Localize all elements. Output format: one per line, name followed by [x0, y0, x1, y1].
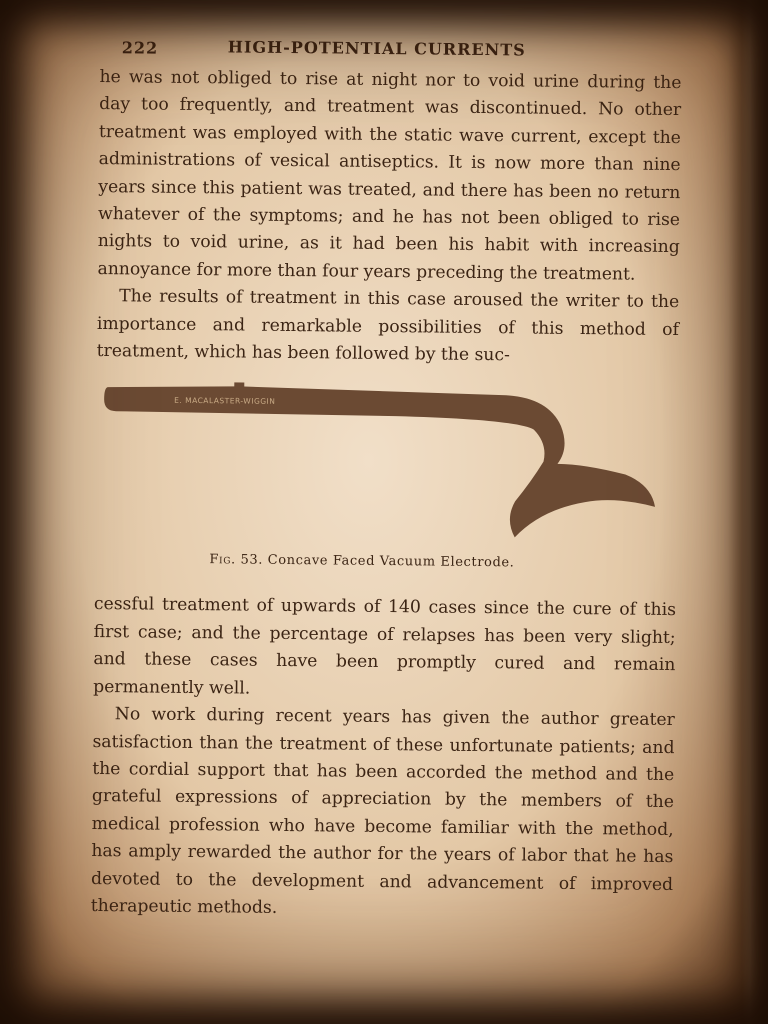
- page-number: 222: [121, 38, 159, 58]
- paragraph-results: The results of treatment in this case aroused the writer to the importance and remarkable possibilities of this method of treatment, which has been followed by the suc-: [96, 286, 680, 366]
- paragraph-continued-after-figure: cessful treatment of upwards of 140 cases since the cure of this first case; and the percentage of relapses has been very slight; and these cases have been promptly cured and remain permanently well.: [93, 594, 677, 699]
- figure-caption: [209, 553, 514, 571]
- figure-label: Fig. 53.: [209, 552, 264, 569]
- figure-caption-text: Concave Faced Vacuum Electrode.: [267, 553, 515, 571]
- paragraph-continued: he was not obliged to rise at night nor to void urine during the day too frequently, and treatment was discontinued. No other treatment was employed with the static wave current, except the administrations of vesical antiseptics. It is now more than nine years since this patient was treated, and there has been no return whatever of the symptoms; and he has not been obliged to rise nights to void urine, as it had been his habit with increasing annoyance for more than four years preceding the treatment.: [97, 66, 682, 285]
- figure-53: [94, 381, 678, 597]
- book-gutter-edge: [728, 0, 768, 1024]
- running-head: HIGH-POTENTIAL CURRENTS: [227, 37, 526, 60]
- vacuum-electrode-illustration: [95, 381, 677, 557]
- page-header: [100, 30, 682, 70]
- paragraph-author-satisfaction: No work during recent years has given the author greater satisfaction than the treatment of these unfortunate patients; and the cordial support that has been accorded the method and the grateful expressions of appreciation by the members of the medical profession who have become familiar with the method, has amply rewarded the author for the years of labor that he has devoted to the development and advancement of improved therapeutic methods.: [90, 704, 675, 918]
- book-page: [91, 30, 682, 926]
- maker-stamp: E. MACALASTER-WIGGIN: [174, 396, 276, 407]
